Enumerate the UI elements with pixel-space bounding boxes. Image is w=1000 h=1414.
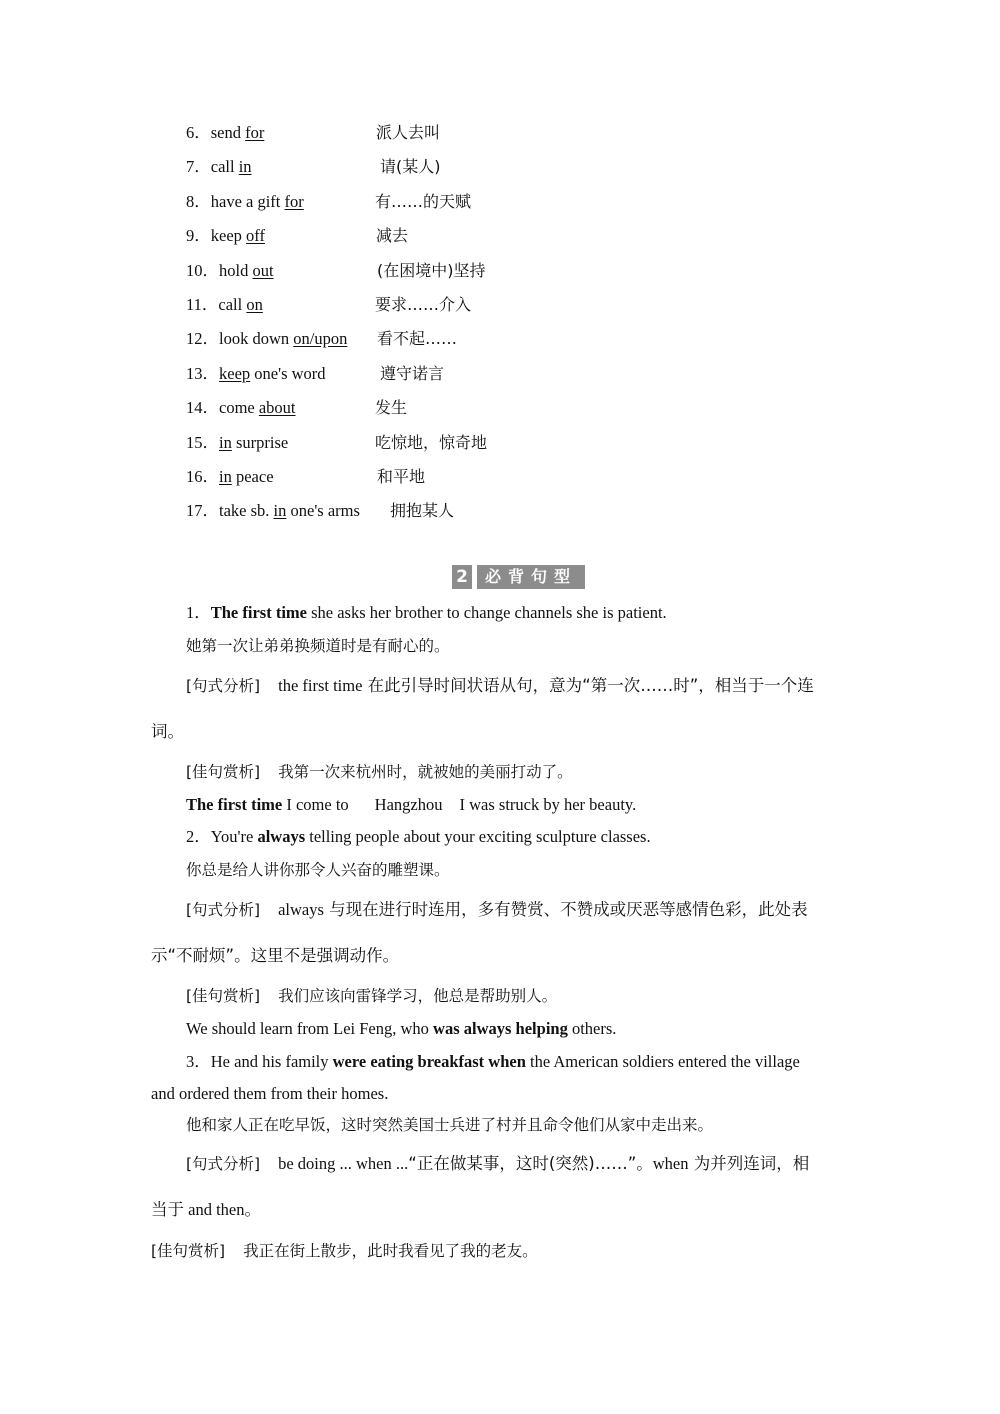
- sentence-2-cn: 你总是给人讲你那令人兴奋的雕塑课。: [186, 861, 450, 879]
- sentence-3-en: 3．He and his family were eating breakfast when the American soldiers entered the village: [186, 1052, 800, 1071]
- sentence-2-appreciation: [佳句赏析] 我们应该向雷锋学习，他总是帮助别人。: [186, 987, 558, 1005]
- phrase-chinese: 看不起……: [377, 329, 458, 349]
- phrase-english: 7．call in: [186, 157, 252, 177]
- phrase-english: 17．take sb. in one's arms: [186, 501, 360, 521]
- sentence-2-analysis: [句式分析] always 与现在进行时连用，多有赞赏、不赞成或厌恶等感情色彩，此处表: [186, 900, 808, 919]
- sentence-2-analysis-cont: 示“不耐烦”。这里不是强调动作。: [151, 946, 400, 965]
- section-title: 必背句型: [477, 565, 585, 589]
- phrase-chinese: 请(某人): [380, 157, 441, 177]
- sentence-2-en: 2．You're always telling people about your exciting sculpture classes.: [186, 827, 651, 846]
- sentence-1-example: The first time I come to Hangzhou I was struck by her beauty.: [186, 795, 637, 814]
- sentence-3-analysis: [句式分析] be doing ... when ...“正在做某事，这时(突然)……”。when 为并列连词，相: [186, 1154, 810, 1173]
- phrase-chinese: 拥抱某人: [390, 501, 455, 521]
- section-header: [452, 565, 585, 589]
- phrase-chinese: 要求……介入: [375, 295, 472, 314]
- phrase-chinese: 减去: [376, 226, 409, 246]
- sentence-1-cn: 她第一次让弟弟换频道时是有耐心的。: [186, 637, 450, 655]
- sentence-3-analysis-cont: 当于 and then。: [151, 1200, 261, 1219]
- phrase-english: 12．look down on/upon: [186, 329, 348, 349]
- phrase-english: 14．come about: [186, 398, 296, 418]
- sentence-3-cn: 他和家人正在吃早饭，这时突然美国士兵进了村并且命令他们从家中走出来。: [186, 1116, 714, 1134]
- phrase-english: 13．keep one's word: [186, 363, 326, 383]
- phrase-chinese: (在困境中)坚持: [377, 260, 486, 280]
- phrase-chinese: 遵守诺言: [380, 363, 445, 383]
- phrase-english: 15．in surprise: [186, 432, 289, 452]
- phrase-english: 6．send for: [186, 123, 265, 142]
- sentence-1-analysis-cont: 词。: [151, 722, 184, 741]
- phrase-english: 11．call on: [186, 295, 263, 314]
- phrase-chinese: 有……的天赋: [375, 191, 472, 211]
- phrase-english: 10．hold out: [186, 260, 274, 280]
- sentence-1-appreciation: [佳句赏析] 我第一次来杭州时，就被她的美丽打动了。: [186, 763, 573, 781]
- phrase-chinese: 派人去叫: [376, 123, 441, 142]
- phrase-chinese: 吃惊地，惊奇地: [375, 432, 488, 452]
- sentence-1-analysis: [句式分析] the first time 在此引导时间状语从句，意为“第一次……时”，相当于一个连: [186, 676, 814, 695]
- phrase-chinese: 发生: [375, 398, 408, 418]
- sentence-1-en: 1．The first time she asks her brother to change channels she is patient.: [186, 603, 667, 622]
- phrase-english: 9．keep off: [186, 226, 265, 246]
- sentence-2-example: We should learn from Lei Feng, who was always helping others.: [186, 1019, 617, 1038]
- sentence-3-appreciation: [佳句赏析] 我正在街上散步，此时我看见了我的老友。: [151, 1242, 538, 1260]
- sentence-3-en-cont: and ordered them from their homes.: [151, 1084, 389, 1103]
- phrase-english: 16．in peace: [186, 467, 274, 486]
- section-number: 2: [452, 565, 472, 589]
- phrase-english: 8．have a gift for: [186, 191, 304, 211]
- phrase-chinese: 和平地: [377, 467, 426, 486]
